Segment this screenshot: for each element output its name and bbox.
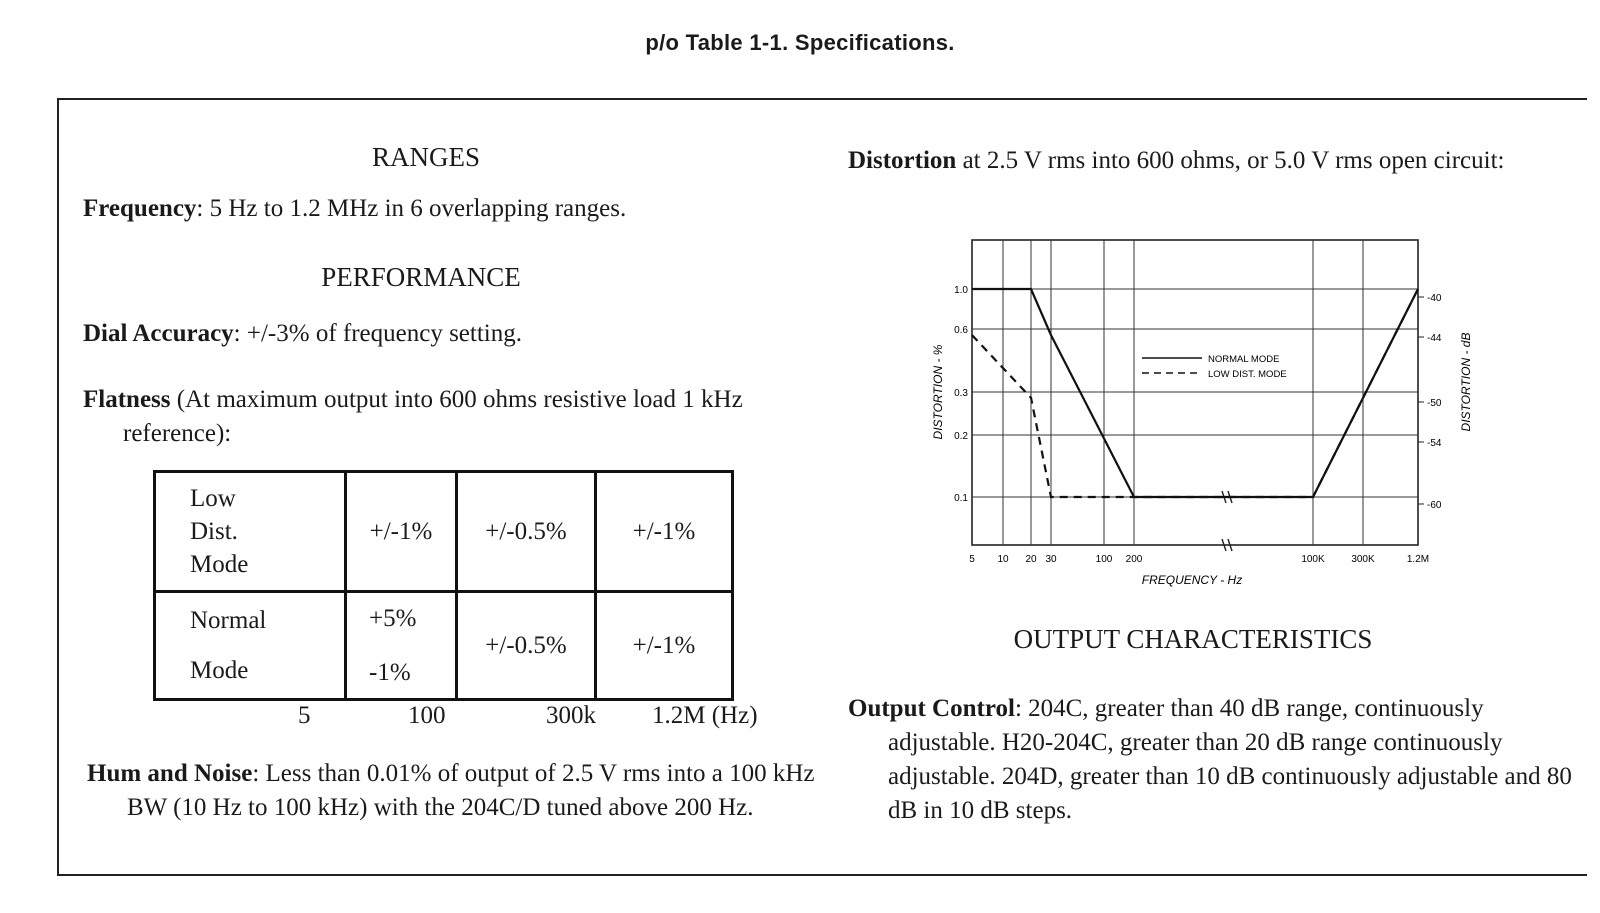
chart-x-axis-label: FREQUENCY - Hz <box>1141 573 1243 587</box>
chart-y-tick-label-right: -60 <box>1427 500 1442 511</box>
flatness-axis-label: 100 <box>408 702 446 729</box>
dial-accuracy-spec <box>83 317 522 351</box>
flatness-table <box>153 470 734 701</box>
frame-left-rule <box>57 98 59 874</box>
chart-series-low-dist-mode <box>972 289 1418 497</box>
mode-line: Dist. <box>190 518 238 545</box>
frequency-text: : 5 Hz to 1.2 MHz in 6 overlapping ranges. <box>196 195 627 222</box>
flatness-label: Flatness <box>83 386 171 413</box>
chart-series <box>972 289 1418 497</box>
chart-x-tick-label: 30 <box>1045 554 1057 565</box>
mode-cell-normal <box>155 592 346 700</box>
chart-x-tick-label: 200 <box>1125 554 1143 565</box>
flatness-value-top: +5% <box>369 604 417 632</box>
table-row <box>155 472 733 592</box>
performance-heading: PERFORMANCE <box>321 262 521 292</box>
mode-line: Normal <box>190 606 267 634</box>
chart-ticks <box>954 285 1442 565</box>
mode-line: Mode <box>190 656 249 684</box>
chart-grid <box>972 240 1424 551</box>
flatness-axis-label: 1.2M (Hz) <box>652 702 758 729</box>
flatness-axis-label: 5 <box>298 702 311 729</box>
chart-y-axis-label-left: DISTORTION - % <box>931 344 945 440</box>
chart-legend <box>1142 354 1287 380</box>
chart-x-tick-label: 300K <box>1351 554 1375 565</box>
table-caption: p/o Table 1-1. Specifications. <box>645 30 955 55</box>
frame-top-rule <box>57 98 1587 100</box>
flatness-axis-label: 300k <box>546 702 596 729</box>
mode-line: Low <box>190 485 236 512</box>
chart-x-tick-label: 100 <box>1095 554 1113 565</box>
ranges-heading: RANGES <box>371 142 480 172</box>
mode-cell-low-dist <box>155 472 346 592</box>
flatness-value-cell: +/-1% <box>596 592 733 700</box>
output-control-label: Output Control <box>848 695 1015 722</box>
output-characteristics-heading: OUTPUT CHARACTERISTICS <box>1013 624 1373 654</box>
frequency-spec <box>83 192 626 226</box>
flatness-value-cell: +/-0.5% <box>457 592 596 700</box>
distortion-spec <box>848 144 1578 178</box>
chart-x-tick-label: 10 <box>997 554 1009 565</box>
flatness-value-cell: +/-1% <box>346 472 457 592</box>
chart-legend-label: LOW DIST. MODE <box>1208 369 1287 380</box>
chart-y-tick-label-left: 0.2 <box>954 431 968 442</box>
hum-noise-label: Hum and Noise <box>87 760 253 787</box>
chart-y-tick-label-left: 0.3 <box>954 388 968 399</box>
flatness-value-cell: +/-0.5% <box>457 472 596 592</box>
chart-y-tick-label-left: 0.6 <box>954 325 968 336</box>
chart-y-tick-label-left: 1.0 <box>954 285 968 296</box>
output-control-spec <box>848 692 1578 828</box>
chart-legend-label: NORMAL MODE <box>1208 354 1280 365</box>
distortion-chart <box>920 232 1490 597</box>
output-control-text: : 204C, greater than 40 dB range, continuously adjustable. H20-204C, greater than 20 dB range continuously adjustable. 204D, greater than 10 dB continuously adjustable and 80 dB in 10 dB steps. <box>888 695 1572 824</box>
distortion-text: at 2.5 V rms into 600 ohms, or 5.0 V rms open circuit: <box>956 147 1505 174</box>
mode-line: Mode <box>190 551 249 578</box>
hum-noise-spec <box>87 757 815 825</box>
flatness-value-cell <box>346 592 457 700</box>
chart-y-tick-label-right: -44 <box>1427 333 1442 344</box>
distortion-label: Distortion <box>848 147 957 174</box>
chart-x-tick-label: 1.2M <box>1406 554 1430 565</box>
dial-accuracy-label: Dial Accuracy <box>83 320 234 347</box>
flatness-value-bottom: -1% <box>369 658 411 686</box>
frame-bottom-rule <box>57 874 1587 876</box>
chart-x-tick-label: 20 <box>1025 554 1037 565</box>
dial-accuracy-text: : +/-3% of frequency setting. <box>233 320 522 347</box>
chart-y-tick-label-right: -54 <box>1427 438 1442 449</box>
chart-series-normal-mode <box>972 289 1418 497</box>
table-row <box>155 592 733 700</box>
chart-y-tick-label-right: -50 <box>1427 398 1442 409</box>
flatness-text: (At maximum output into 600 ohms resistive load 1 kHz reference): <box>123 386 743 447</box>
flatness-spec <box>83 383 813 451</box>
chart-x-tick-label: 100K <box>1301 554 1325 565</box>
hum-noise-text: : Less than 0.01% of output of 2.5 V rms into a 100 kHz BW (10 Hz to 100 kHz) with the 204C/D tuned above 200 Hz. <box>127 760 815 821</box>
chart-y-tick-label-right: -40 <box>1427 293 1442 304</box>
chart-y-tick-label-left: 0.1 <box>954 493 968 504</box>
chart-x-tick-label: 5 <box>969 554 975 565</box>
frequency-label: Frequency <box>83 195 197 222</box>
flatness-value-cell: +/-1% <box>596 472 733 592</box>
chart-y-axis-label-right: DISTORTION - dB <box>1459 332 1473 432</box>
